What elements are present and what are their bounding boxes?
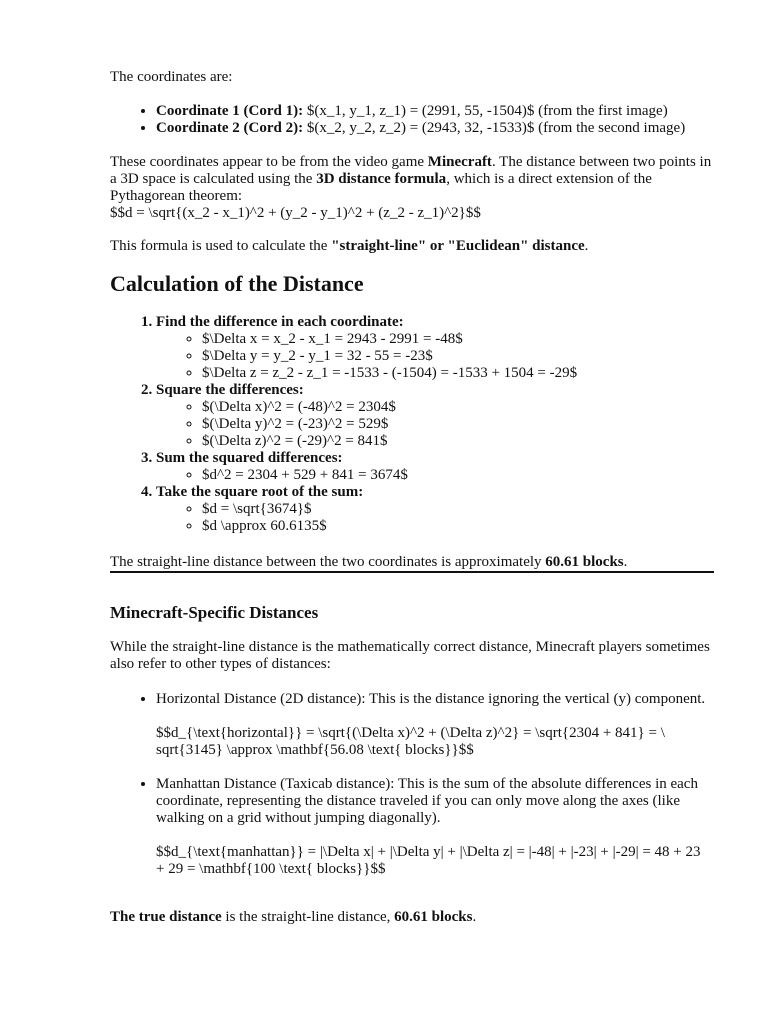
text-run: . [584, 238, 589, 254]
distance-type-formula: $$d_{\text{horizontal}} = \sqrt{(\Delta x)^2 + (\Delta z)^2} = \sqrt{2304 + 841} = \ sqrt{3145} \approx \mathbf{56.08 \text{ blocks}}$$ [156, 725, 665, 758]
distance-type-formula: $$d_{\text{manhattan}} = |\Delta x| + |\Delta y| + |\Delta z| = |-48| + |-23| + |-29| = 48 + 23 + 29 = \mathbf{100 \text{ blocks}}$$ [156, 844, 701, 877]
distance-type-description: • Manhattan Distance (Taxicab distance): This is the sum of the absolute differences in each coordinate, representing the distance traveled if you can only move along the axes (like walking on a grid without jumping diagonally). [156, 776, 698, 826]
text-run: The straight-line distance between the two coordinates is approximately [110, 554, 546, 570]
list-item: ◦ $(\Delta z)^2 = (-29)^2 = 841$ [202, 433, 716, 450]
step-title: Square the differences: [156, 382, 304, 398]
text-run: , which is a direct extension of the Pythagorean theorem: [110, 171, 652, 204]
list-item: ◦ $\Delta x = x_2 - x_1 = 2943 - 2991 = -48$ [202, 331, 716, 348]
list-item: ◦ $\Delta z = z_2 - z_1 = -1533 - (-1504) = -1533 + 1504 = -29$ [202, 365, 716, 382]
list-item [156, 691, 712, 759]
text-run: . [623, 554, 628, 570]
list-item: ◦ $\Delta y = y_2 - y_1 = 32 - 55 = -23$ [202, 348, 716, 365]
coordinates-list [110, 103, 756, 137]
conclusion-paragraph [110, 554, 714, 573]
coordinate-label: Coordinate 2 (Cord 2): [156, 120, 304, 136]
distance-types-list [110, 691, 712, 878]
list-item [156, 120, 756, 137]
euclidean-paragraph [110, 238, 714, 255]
text-run: is the straight-line distance, [221, 909, 395, 925]
coordinate-value: $(x_1, y_1, z_1) = (2991, 55, -1504)$ (from the first image) [303, 103, 668, 119]
step-title: Sum the squared differences: [156, 450, 343, 466]
list-item: ◦ $(\Delta x)^2 = (-48)^2 = 2304$ [202, 399, 716, 416]
step-title: Take the square root of the sum: [156, 484, 364, 500]
step-sublist [156, 501, 716, 535]
step-sublist [156, 331, 716, 382]
step-sublist [156, 467, 716, 484]
list-item: ◦ $d = \sqrt{3674}$ [202, 501, 716, 518]
coordinate-label: Coordinate 1 (Cord 1): [156, 103, 304, 119]
text-run-bold: "straight-line" or "Euclidean" distance [331, 238, 585, 254]
step-title: Find the difference in each coordinate: [156, 314, 404, 330]
step-item [156, 484, 716, 535]
step-sublist [156, 399, 716, 450]
coordinate-value: $(x_2, y_2, z_2) = (2943, 32, -1533)$ (from the second image) [303, 120, 686, 136]
text-run-bold: 60.61 blocks [394, 909, 473, 925]
list-item: ◦ $d^2 = 2304 + 529 + 841 = 3674$ [202, 467, 716, 484]
distance-types-intro: While the straight-line distance is the mathematically correct distance, Minecraft players sometimes also refer to other types of distances: [110, 639, 710, 672]
section-heading-calculation: Calculation of the Distance [110, 271, 364, 296]
text-run: These coordinates appear to be from the video game [110, 154, 428, 170]
list-item: ◦ $(\Delta y)^2 = (-23)^2 = 529$ [202, 416, 716, 433]
text-run-bold: Minecraft [427, 154, 492, 170]
step-item [156, 314, 716, 382]
distance-formula: $$d = \sqrt{(x_2 - x_1)^2 + (y_2 - y_1)^2 + (z_2 - z_1)^2}$$ [110, 205, 481, 221]
text-run-bold: 3D distance formula [316, 171, 447, 187]
intro-text: The coordinates are: [110, 69, 233, 85]
text-run-bold: 60.61 blocks [545, 554, 624, 570]
text-run: This formula is used to calculate the [110, 238, 332, 254]
text-run: . [472, 909, 477, 925]
distance-type-description: • Horizontal Distance (2D distance): This is the distance ignoring the vertical (y) component. [156, 691, 706, 707]
formula-paragraph [110, 154, 714, 222]
text-run-bold: The true distance [110, 909, 222, 925]
text-run: . The distance between two points in a 3D space is calculated using the [110, 154, 712, 187]
step-item [156, 450, 716, 484]
final-statement [110, 909, 714, 926]
list-item [156, 776, 712, 878]
step-item [156, 382, 716, 450]
list-item: ◦ $d \approx 60.6135$ [202, 518, 716, 535]
calculation-steps [110, 314, 716, 535]
list-item [156, 103, 756, 120]
section-heading-minecraft: Minecraft-Specific Distances [110, 603, 319, 622]
